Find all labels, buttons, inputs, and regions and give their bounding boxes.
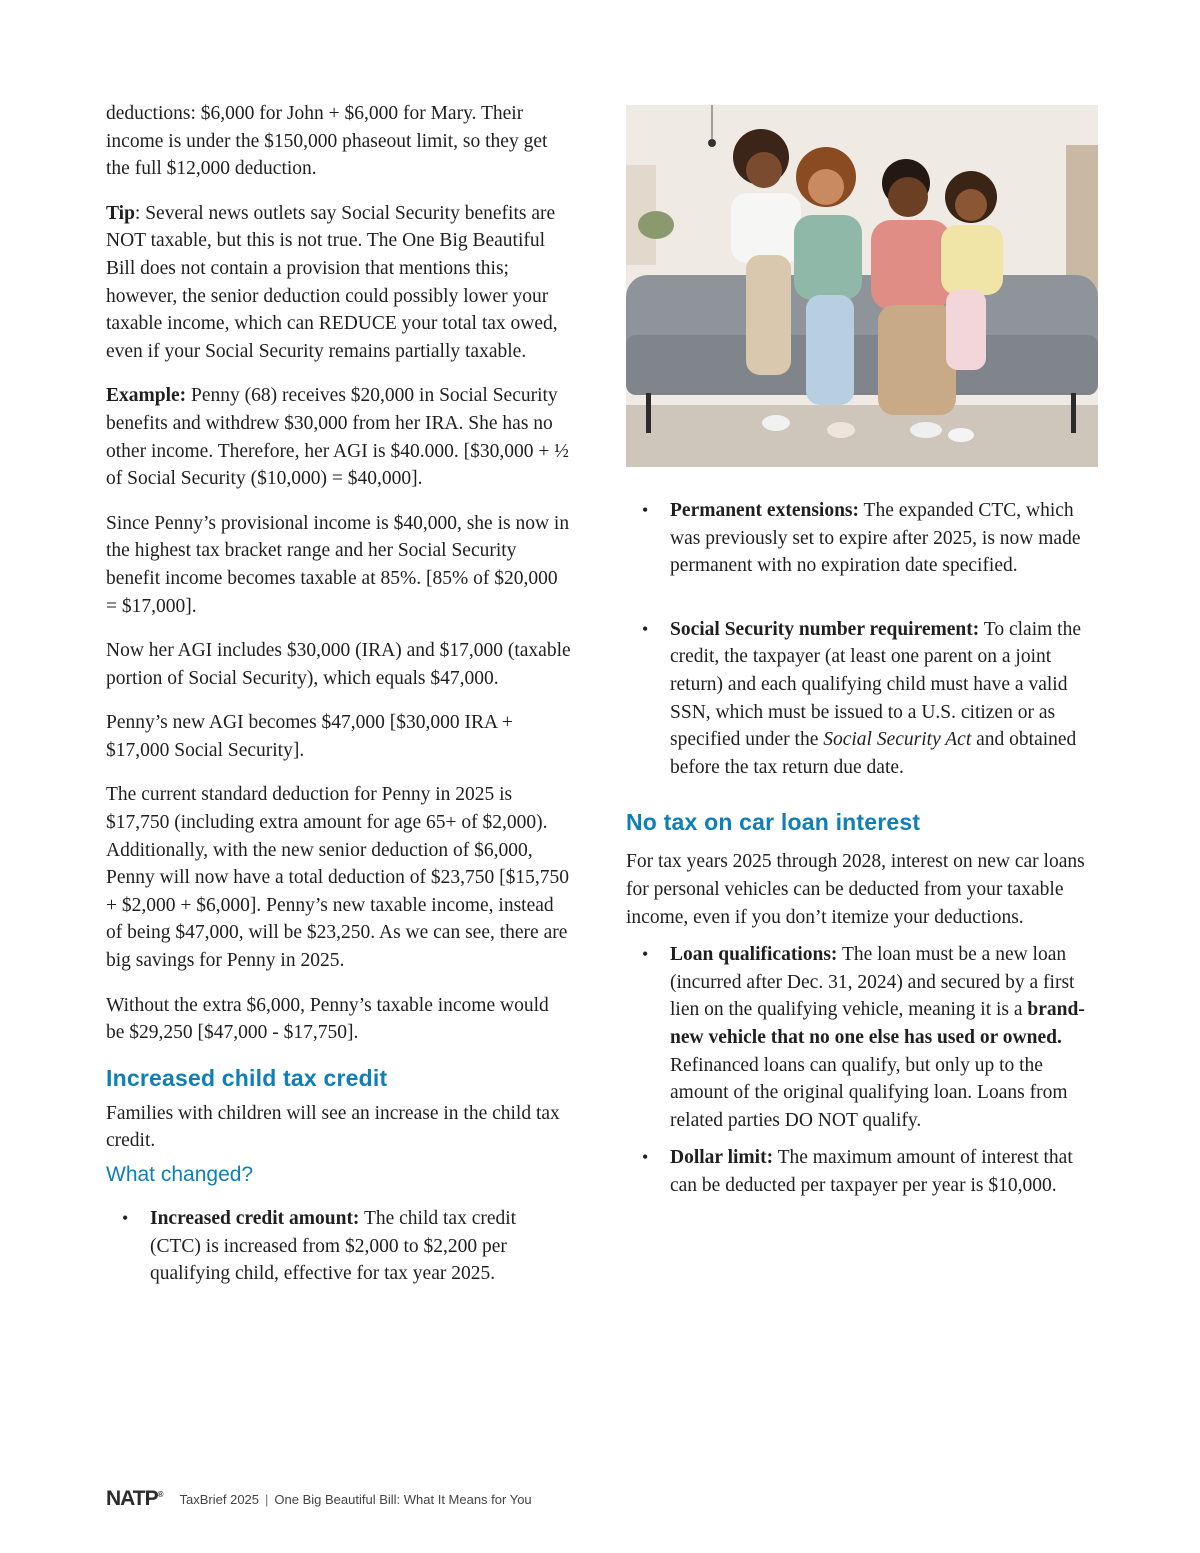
list-item-increased-credit bbox=[106, 1205, 566, 1288]
bullet-label: Permanent extensions: bbox=[670, 500, 860, 521]
list-item-permanent-extensions bbox=[626, 497, 1098, 580]
paragraph-provisional-income: Since Penny’s provisional income is $40,000, she is now in the highest tax bracket range and her Social Security benefit income becomes taxable at 85%. [85% of $20,000 = $17,000]. bbox=[106, 512, 570, 617]
paragraph-car-loan: For tax years 2025 through 2028, interest on new car loans for personal vehicles can be deducted from your taxable income, even if you don’t itemize your deductions. bbox=[626, 851, 1085, 928]
bullet-icon: • bbox=[642, 944, 649, 965]
family-photo bbox=[626, 105, 1098, 467]
list-item-loan-qualifications bbox=[626, 941, 1098, 1134]
left-column bbox=[106, 100, 572, 1288]
bullet-icon: • bbox=[642, 618, 649, 639]
natp-logo: NATP® bbox=[106, 1487, 164, 1510]
bullet-text: The loan must be a new loan (incurred after Dec. 31, 2024) and secured by a first lien on the qualifying vehicle, meaning it is a bbox=[670, 944, 1075, 1021]
footer-brief: TaxBrief 2025 bbox=[179, 1491, 260, 1507]
paragraph-without-extra: Without the extra $6,000, Penny’s taxable income would be $29,250 [$47,000 - $17,750]. bbox=[106, 994, 549, 1044]
heading-increased-child-tax-credit: Increased child tax credit bbox=[106, 1064, 388, 1091]
heading-what-changed: What changed? bbox=[106, 1163, 254, 1186]
bullet-icon: • bbox=[642, 500, 649, 520]
footer-separator: | bbox=[265, 1491, 269, 1507]
example-label: Example: bbox=[106, 385, 187, 407]
family-photo-icon bbox=[626, 105, 1098, 467]
bullet-icon: • bbox=[122, 1208, 129, 1228]
bullet-text: The expanded CTC, which was previously set to expire after 2025, is now made permanent with no expiration date specified. bbox=[670, 500, 1081, 577]
bullet-bold: brand-new vehicle that no one else has used or owned. bbox=[670, 999, 1085, 1048]
list-item-dollar-limit bbox=[626, 1144, 1098, 1199]
bullet-icon: • bbox=[642, 1147, 649, 1168]
bullet-italic: Social Security Act bbox=[823, 729, 972, 751]
page-footer bbox=[106, 1486, 532, 1512]
example-text: Penny (68) receives $20,000 in Social Security benefits and withdrew $30,000 from her IRA. She has no other income. Therefore, her AGI is $40.000. [$30,000 + ½ of Social Security ($10,000) = $40,000]. bbox=[106, 385, 569, 490]
bullet-tail: and obtained before the tax return due date. bbox=[670, 729, 1077, 778]
bullet-label: Increased credit amount: bbox=[150, 1208, 360, 1229]
list-ctc-changes bbox=[106, 1205, 572, 1288]
bullet-label: Loan qualifications: bbox=[670, 944, 838, 966]
paragraph-tip bbox=[106, 200, 572, 366]
bullet-label: Dollar limit: bbox=[670, 1147, 774, 1169]
footer-title: One Big Beautiful Bill: What It Means for You bbox=[274, 1491, 532, 1507]
bullet-text: To claim the credit, the taxpayer (at least one parent on a joint return) and each qualifying child must have a valid SSN, which must be issued to a U.S. citizen or as specified under the bbox=[670, 618, 1081, 751]
paragraph-agi-includes: Now her AGI includes $30,000 (IRA) and $17,000 (taxable portion of Social Security), which equals $47,000. bbox=[106, 640, 571, 689]
paragraph-deductions: deductions: $6,000 for John + $6,000 for Mary. Their income is under the $150,000 phaseout limit, so they get the full $12,000 deduction. bbox=[106, 103, 548, 180]
paragraph-families: Families with children will see an increase in the child tax credit. bbox=[106, 1102, 560, 1152]
footer-text bbox=[180, 1492, 532, 1507]
bullet-label: Social Security number requirement: bbox=[670, 618, 980, 640]
tip-label: Tip bbox=[106, 202, 135, 224]
bullet-text: The child tax credit (CTC) is increased from $2,000 to $2,200 per qualifying child, effective for tax year 2025. bbox=[150, 1208, 517, 1285]
paragraph-standard-deduction: The current standard deduction for Penny in 2025 is $17,750 (including extra amount for age 65+ of $2,000). Additionally, with the new senior deduction of $6,000, Penny will now have a total deduction of $23,750 [$15,750 + $2,000 + $6,000]. Penny’s new taxable income, instead of being $47,000, will be $23,250. As we can see, there are big savings for Penny in 2025. bbox=[106, 784, 570, 972]
tip-text: : Several news outlets say Social Security benefits are NOT taxable, but this is not true. The One Big Beautiful Bill does not contain a provision that mentions this; however, the senior deduction could possibly lower your taxable income, which can REDUCE your total tax owed, even if your Social Security remains partially taxable. bbox=[106, 202, 558, 362]
heading-no-tax-car-loan: No tax on car loan interest bbox=[626, 809, 921, 836]
bullet-text: The maximum amount of interest that can be deducted per taxpayer per year is $10,000. bbox=[670, 1147, 1073, 1196]
list-ctc-changes-continued bbox=[626, 497, 1098, 781]
right-column bbox=[626, 105, 1098, 1199]
bullet-text-2: Refinanced loans can qualify, but only up to the amount of the original qualifying loan. Loans from related parties DO NOT qualify. bbox=[670, 1054, 1068, 1131]
list-item-ssn-requirement bbox=[626, 616, 1098, 782]
list-car-loan bbox=[626, 941, 1098, 1199]
paragraph-new-agi: Penny’s new AGI becomes $47,000 [$30,000 IRA + $17,000 Social Security]. bbox=[106, 712, 513, 761]
paragraph-example bbox=[106, 382, 572, 492]
